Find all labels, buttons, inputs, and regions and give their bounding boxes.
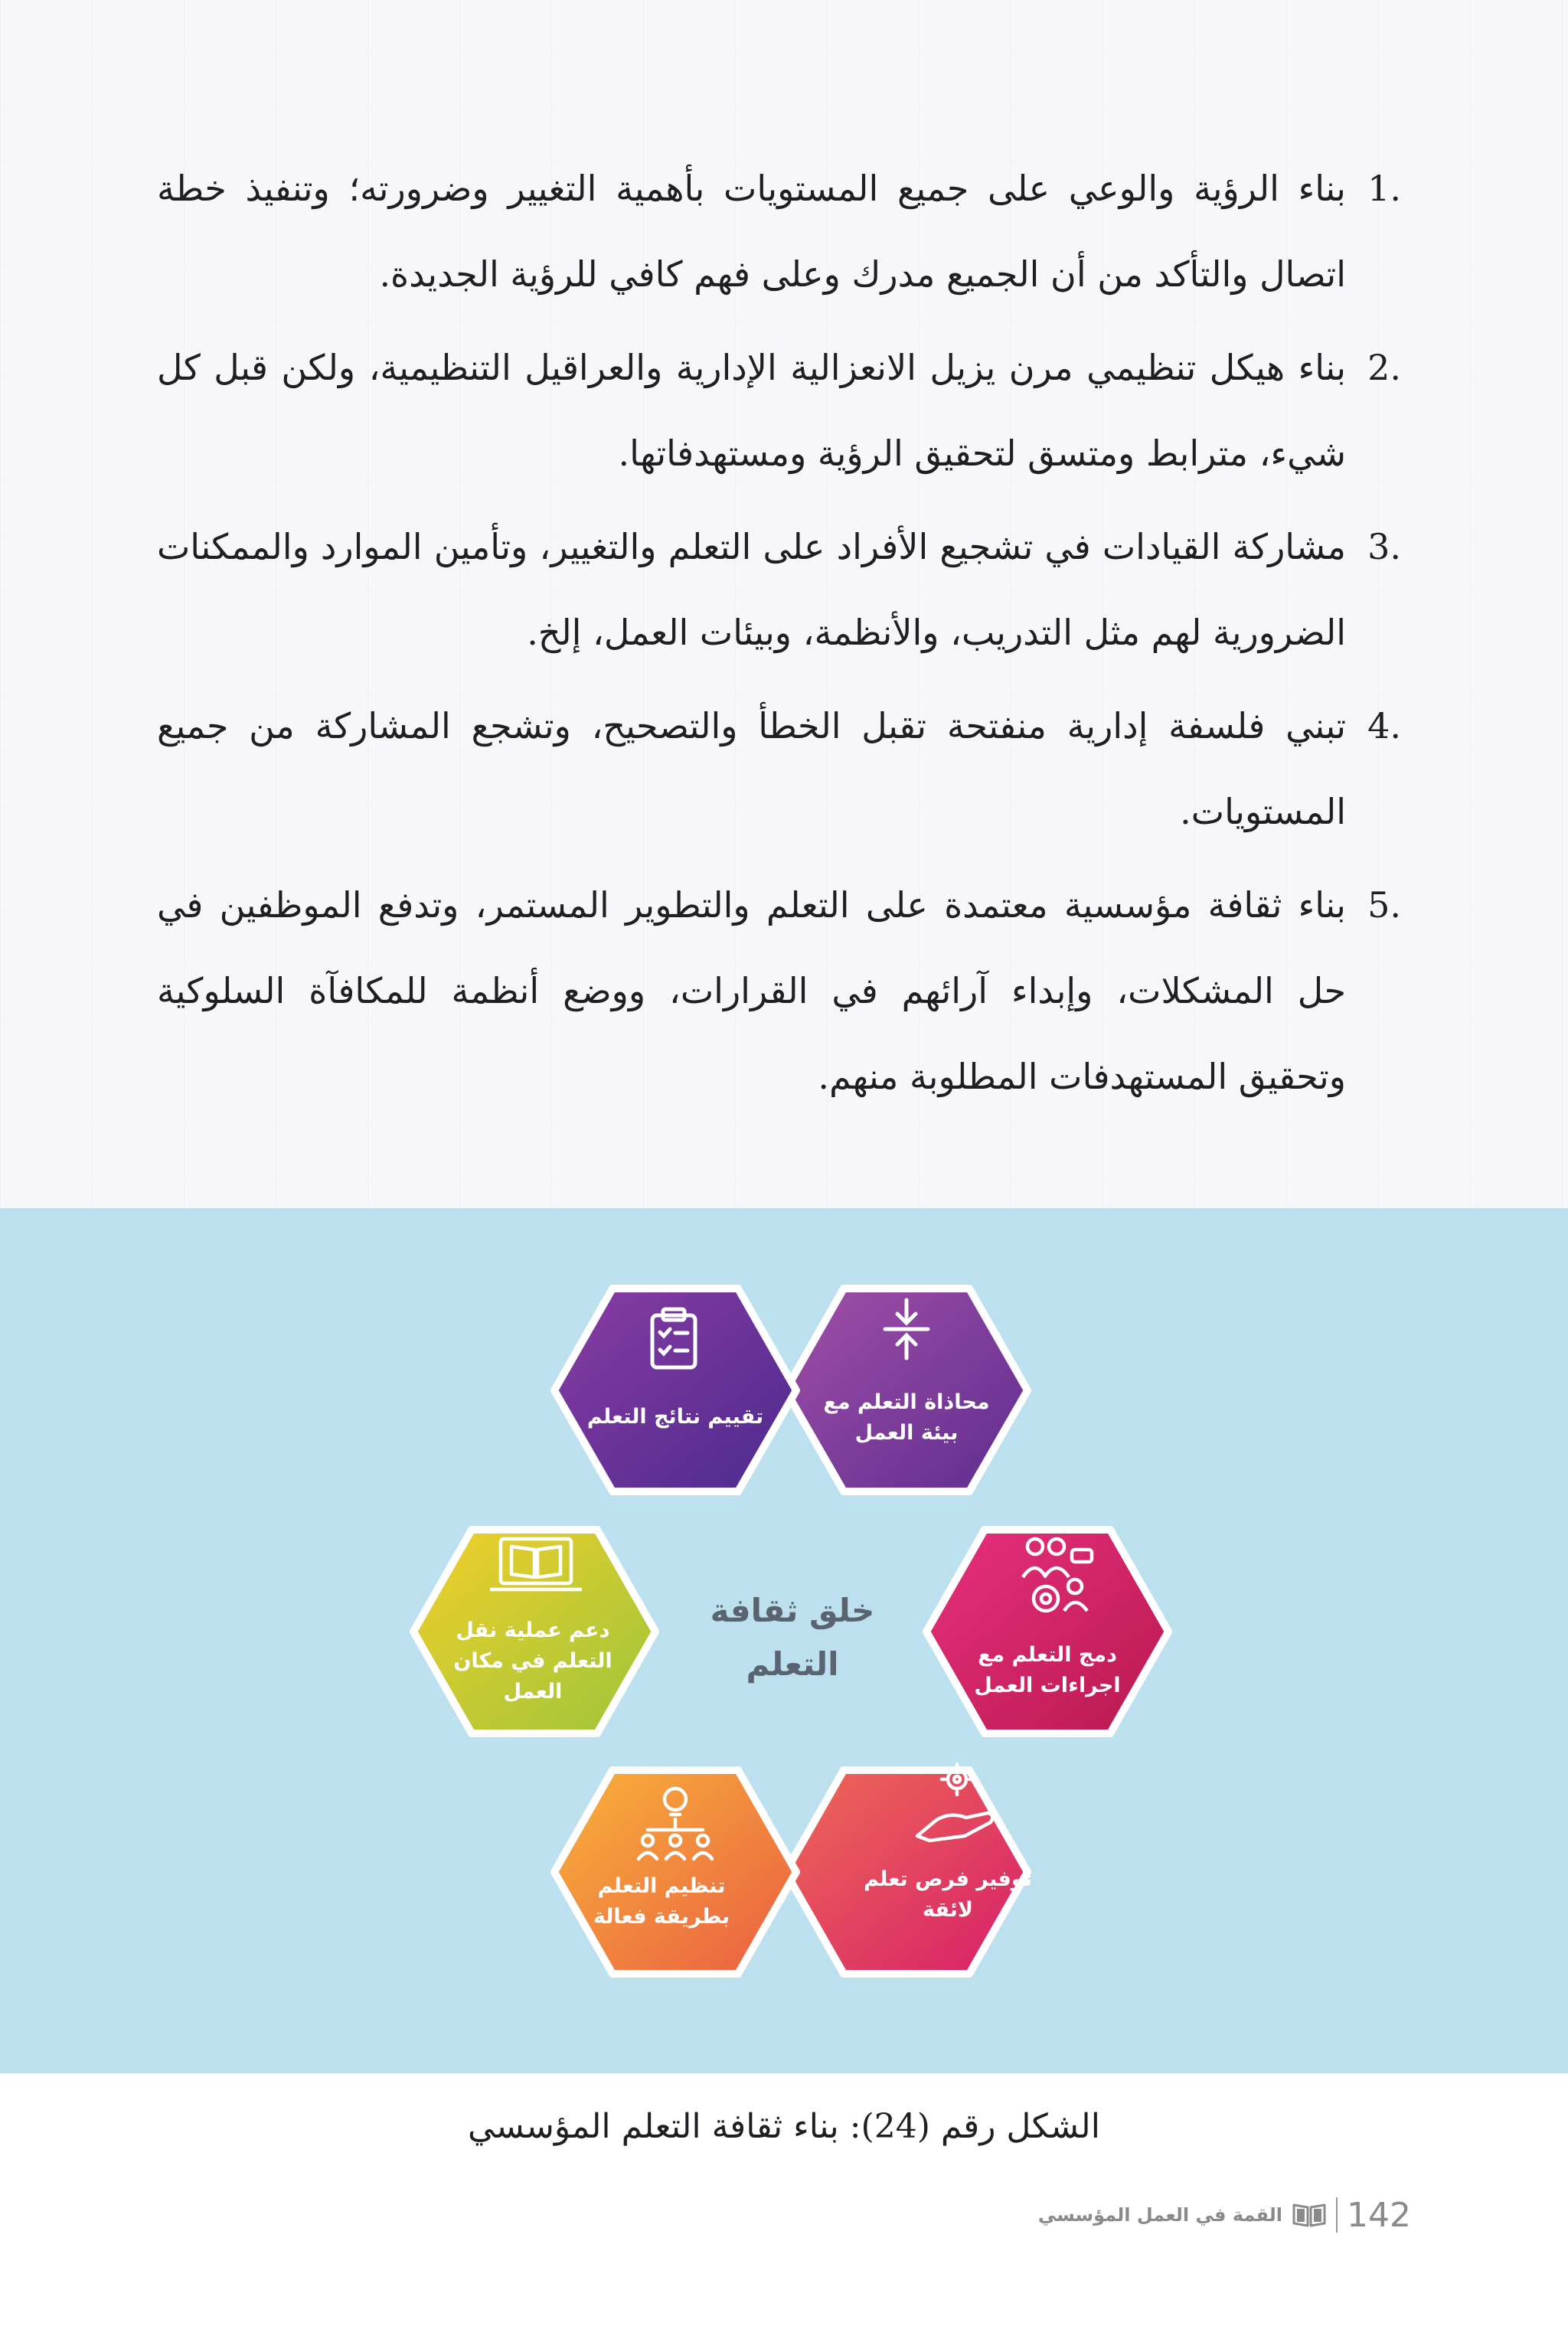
- hexagon-organize-line2: بطريقة فعالة: [593, 1905, 730, 1929]
- page-number: 142: [1347, 2195, 1411, 2235]
- list-item-number: 1.: [1367, 168, 1401, 209]
- hexagon-integrate-line1: دمج التعلم مع: [978, 1643, 1117, 1667]
- list-item-text: مشاركة القيادات في تشجيع الأفراد على التعلم والتغيير، وتأمين الموارد والممكنات الضرورية لهم مثل التدريب، والأنظمة، وبيئات العمل، إلخ.: [157, 526, 1346, 653]
- list-item: [157, 504, 1401, 675]
- center-label-line2: التعلم: [746, 1645, 839, 1683]
- hexagon-transfer: [413, 1530, 655, 1733]
- hexagon-opportunities: [786, 1764, 1032, 1974]
- list-item-number: 4.: [1367, 705, 1401, 746]
- hexagon-align: [786, 1289, 1027, 1491]
- hexagon-align-line1: محاذاة التعلم مع: [823, 1390, 990, 1414]
- numbered-list: [157, 145, 1401, 1119]
- list-item: [157, 145, 1401, 317]
- list-item-number: 5.: [1367, 884, 1401, 926]
- hexagon-opportunities-line2: لائقة: [922, 1898, 974, 1922]
- list-item-text: بناء هيكل تنظيمي مرن يزيل الانعزالية الإدارية والعراقيل التنظيمية، ولكن قبل كل شيء، مترابط ومتسق لتحقيق الرؤية ومستهدفاتها.: [157, 347, 1346, 474]
- list-item-text: بناء الرؤية والوعي على جميع المستويات بأهمية التغيير وضرورته؛ وتنفيذ خطة اتصال والتأكد من أن الجميع مدرك وعلى فهم كافي للرؤية الجديدة.: [157, 168, 1346, 295]
- figure-caption: الشكل رقم (24): بناء ثقافة التعلم المؤسسي: [468, 2107, 1100, 2146]
- hexagon-transfer-line3: العمل: [503, 1680, 563, 1704]
- list-item: [157, 325, 1401, 496]
- figure-panel: [0, 1208, 1568, 2073]
- hexagon-evaluate: [554, 1289, 796, 1491]
- list-item-text: تبني فلسفة إدارية منفتحة تقبل الخطأ والتصحيح، وتشجع المشاركة من جميع المستويات.: [157, 705, 1346, 832]
- hexagon-organize-line1: تنظيم التعلم: [597, 1874, 726, 1898]
- hexagon-integrate-line2: اجراءات العمل: [974, 1674, 1121, 1697]
- book-title: القمة في العمل المؤسسي: [1037, 2204, 1283, 2226]
- list-item: [157, 683, 1401, 854]
- hexagon-evaluate-line1: تقييم نتائج التعلم: [586, 1405, 764, 1429]
- page-footer: [1038, 2196, 1411, 2234]
- open-book-icon: [1292, 2202, 1327, 2228]
- hexagon-align-line2: بيئة العمل: [854, 1421, 959, 1445]
- center-label-line1: خلق ثقافة: [710, 1592, 875, 1629]
- hexagon-organize: [554, 1770, 796, 1974]
- hexagon-integrate: [926, 1530, 1168, 1733]
- list-item-number: 2.: [1367, 347, 1401, 388]
- list-item-number: 3.: [1367, 526, 1401, 567]
- hexagon-opportunities-line1: توفير فرص تعلم: [864, 1867, 1032, 1891]
- hexagon-transfer-line1: دعم عملية نقل: [456, 1619, 610, 1642]
- list-item-text: بناء ثقافة مؤسسية معتمدة على التعلم والتطوير المستمر، وتدفع الموظفين في حل المشكلات، وإبداء آرائهم في القرارات، ووضع أنظمة للمكافآة السلوكية وتحقيق المستهدفات المطلوبة منهم.: [157, 884, 1346, 1097]
- hexagon-transfer-line2: التعلم في مكان: [453, 1649, 612, 1673]
- list-item: [157, 862, 1401, 1119]
- hexagon-diagram: [0, 1208, 1568, 2073]
- footer-divider: [1336, 2197, 1338, 2233]
